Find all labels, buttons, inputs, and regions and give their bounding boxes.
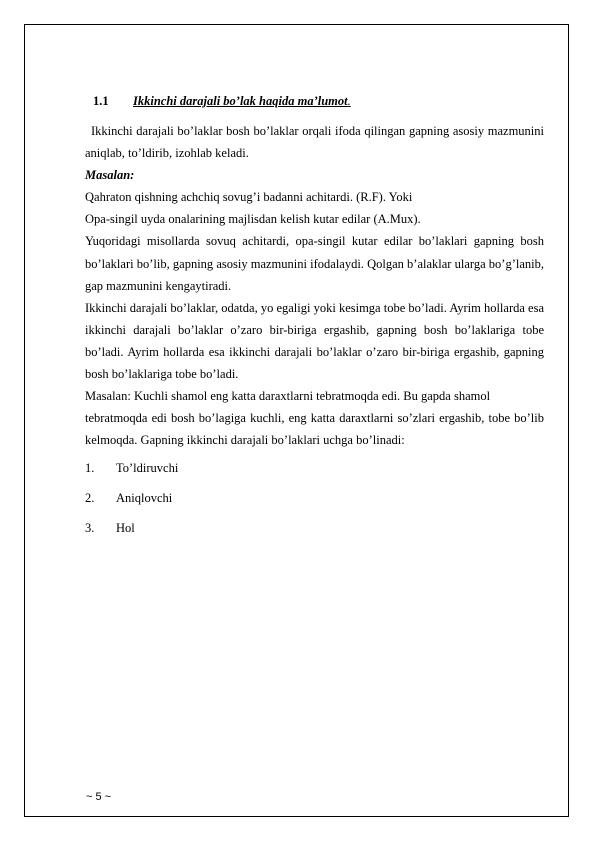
intro-paragraph: Ikkinchi darajali bo’laklar bosh bo’laklar orqali ifoda qilingan gapning asosiy mazmunini aniqlab, to’ldirib, izohlab keladi. (85, 124, 544, 161)
list-item (85, 457, 544, 479)
list-item-number: 2. (85, 491, 95, 506)
list-item (85, 487, 544, 509)
example-sentence-3-line1: Masalan: Kuchli shamol eng katta daraxtlarni tebratmoqda edi. Bu gapda shamol (85, 389, 491, 404)
list-item (85, 517, 544, 539)
list-item-number: 3. (85, 521, 95, 536)
page-number-footer: ~ 5 ~ (86, 791, 112, 803)
section-number: 1.1 (93, 94, 109, 108)
list-item-text: To’ldiruvchi (116, 461, 179, 476)
section-title-dot: . (347, 94, 351, 108)
section-heading (85, 90, 544, 112)
list-item-number: 1. (85, 461, 95, 476)
section-title-text: Ikkinchi darajali bo’lak haqida ma’lumot (133, 94, 348, 108)
example-sentence-3-rest: tebratmoqda edi bosh bo’lagiga kuchli, eng katta daraxtlarni so’zlari ergashib, tobe bo’lib kelmoqda. Gapning ikkinchi darajali bo’laklari uchga bo’linadi: (85, 411, 544, 448)
section-title (133, 90, 351, 112)
list-item-text: Aniqlovchi (116, 491, 173, 506)
example-label: Masalan: (85, 168, 135, 183)
types-list (85, 457, 544, 539)
explanation-paragraph-2: Ikkinchi darajali bo’laklar, odatda, yo egaligi yoki kesimga tobe bo’ladi. Ayrim hollarda esa ikkinchi darajali bo’laklar o’zaro bir-biriga ergashib, gapning bosh bo’laklariga tobe bo’ladi. Ayrim hollarda esa ikkinchi darajali bo’laklar o’zaro bir-biriga ergashib, gapning bosh bo’laklariga tobe bo’ladi. (85, 300, 544, 382)
explanation-paragraph-1: Yuqoridagi misollarda sovuq achitardi, opa-singil kutar edilar bo’laklari gapning bosh bo’laklari bo’lib, gapning asosiy mazmunini ifodalaydi. Qolgan b’alaklar ularga bo’g’lanib, gap mazmunini kengaytiradi. (85, 234, 544, 293)
document-body (85, 90, 544, 547)
example-sentence-2: Opa-singil uyda onalarining majlisdan kelish kutar edilar (A.Mux). (85, 212, 421, 227)
example-sentence-1: Qahraton qishning achchiq sovug’i badanni achitardi. (R.F). Yoki (85, 190, 413, 205)
list-item-text: Hol (116, 521, 135, 536)
